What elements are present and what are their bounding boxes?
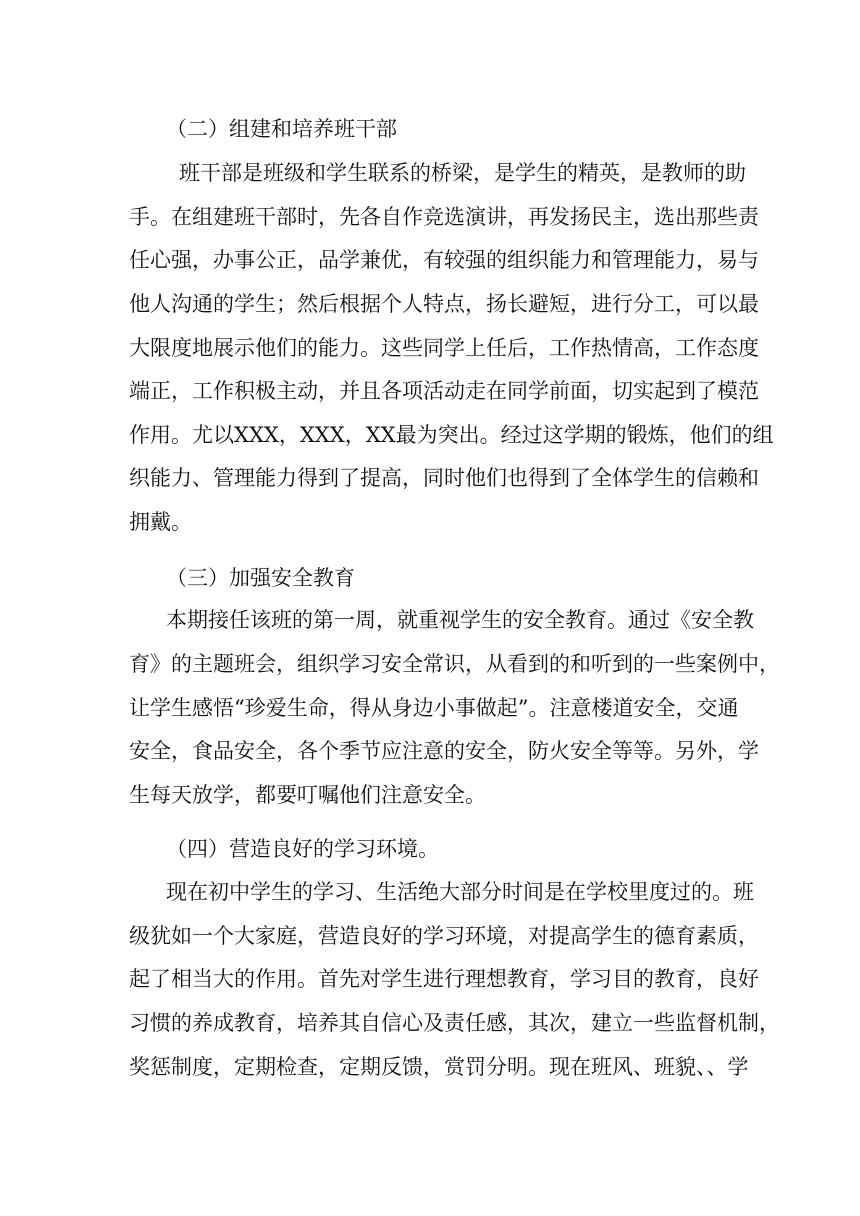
paragraph-line: 育》的主题班会，组织学习安全常识，从看到的和听到的一些案例中， [129, 652, 780, 676]
paragraph-line: 级犹如一个大家庭，营造良好的学习环境，对提高学生的德育素质， [129, 924, 759, 948]
section-heading: （四）营造良好的学习环境。 [166, 837, 439, 861]
paragraph-line: 让学生感悟“珍爱生命，得从身边小事做起”。注意楼道安全，交通 [129, 696, 739, 720]
paragraph-line: 手。在组建班干部时，先各自作竞选演讲，再发扬民主，选出那些责 [129, 205, 759, 229]
paragraph-line: 任心强，办事公正，品学兼优，有较强的组织能力和管理能力，易与 [129, 248, 759, 272]
paragraph-line: 安全，食品安全，各个季节应注意的安全，防火安全等等。另外，学 [129, 739, 759, 763]
paragraph-line: 习惯的养成教育，培养其自信心及责任感，其次，建立一些监督机制， [129, 1011, 780, 1035]
paragraph-line: 拥戴。 [129, 510, 192, 534]
paragraph-line: 生每天放学，都要叮嘱他们注意安全。 [129, 783, 486, 807]
paragraph-line: 起了相当大的作用。首先对学生进行理想教育，学习目的教育，良好 [129, 967, 759, 991]
paragraph-line: 织能力、管理能力得到了提高，同时他们也得到了全体学生的信赖和 [129, 466, 759, 490]
section-heading: （二）组建和培养班干部 [166, 117, 397, 141]
section-heading: （三）加强安全教育 [166, 566, 355, 590]
paragraph-line: 现在初中学生的学习、生活绝大部分时间是在学校里度过的。班 [166, 880, 754, 904]
paragraph-line: 端正，工作积极主动，并且各项活动走在同学前面，切实起到了模范 [129, 379, 759, 403]
paragraph-line: 奖惩制度，定期检查，定期反馈，赏罚分明。现在班风、班貌、、学 [129, 1055, 749, 1079]
paragraph-line: 班干部是班级和学生联系的桥梁，是学生的精英，是教师的助 [179, 161, 746, 185]
paragraph-line: 他人沟通的学生；然后根据个人特点，扬长避短，进行分工，可以最 [129, 292, 759, 316]
paragraph-line: 大限度地展示他们的能力。这些同学上任后，工作热情高，工作态度 [129, 336, 759, 360]
paragraph-line: 作用。尤以XXX，XXX，XX最为突出。经过这学期的锻炼，他们的组 [129, 423, 774, 447]
paragraph-line: 本期接任该班的第一周，就重视学生的安全教育。通过《安全教 [166, 608, 754, 632]
